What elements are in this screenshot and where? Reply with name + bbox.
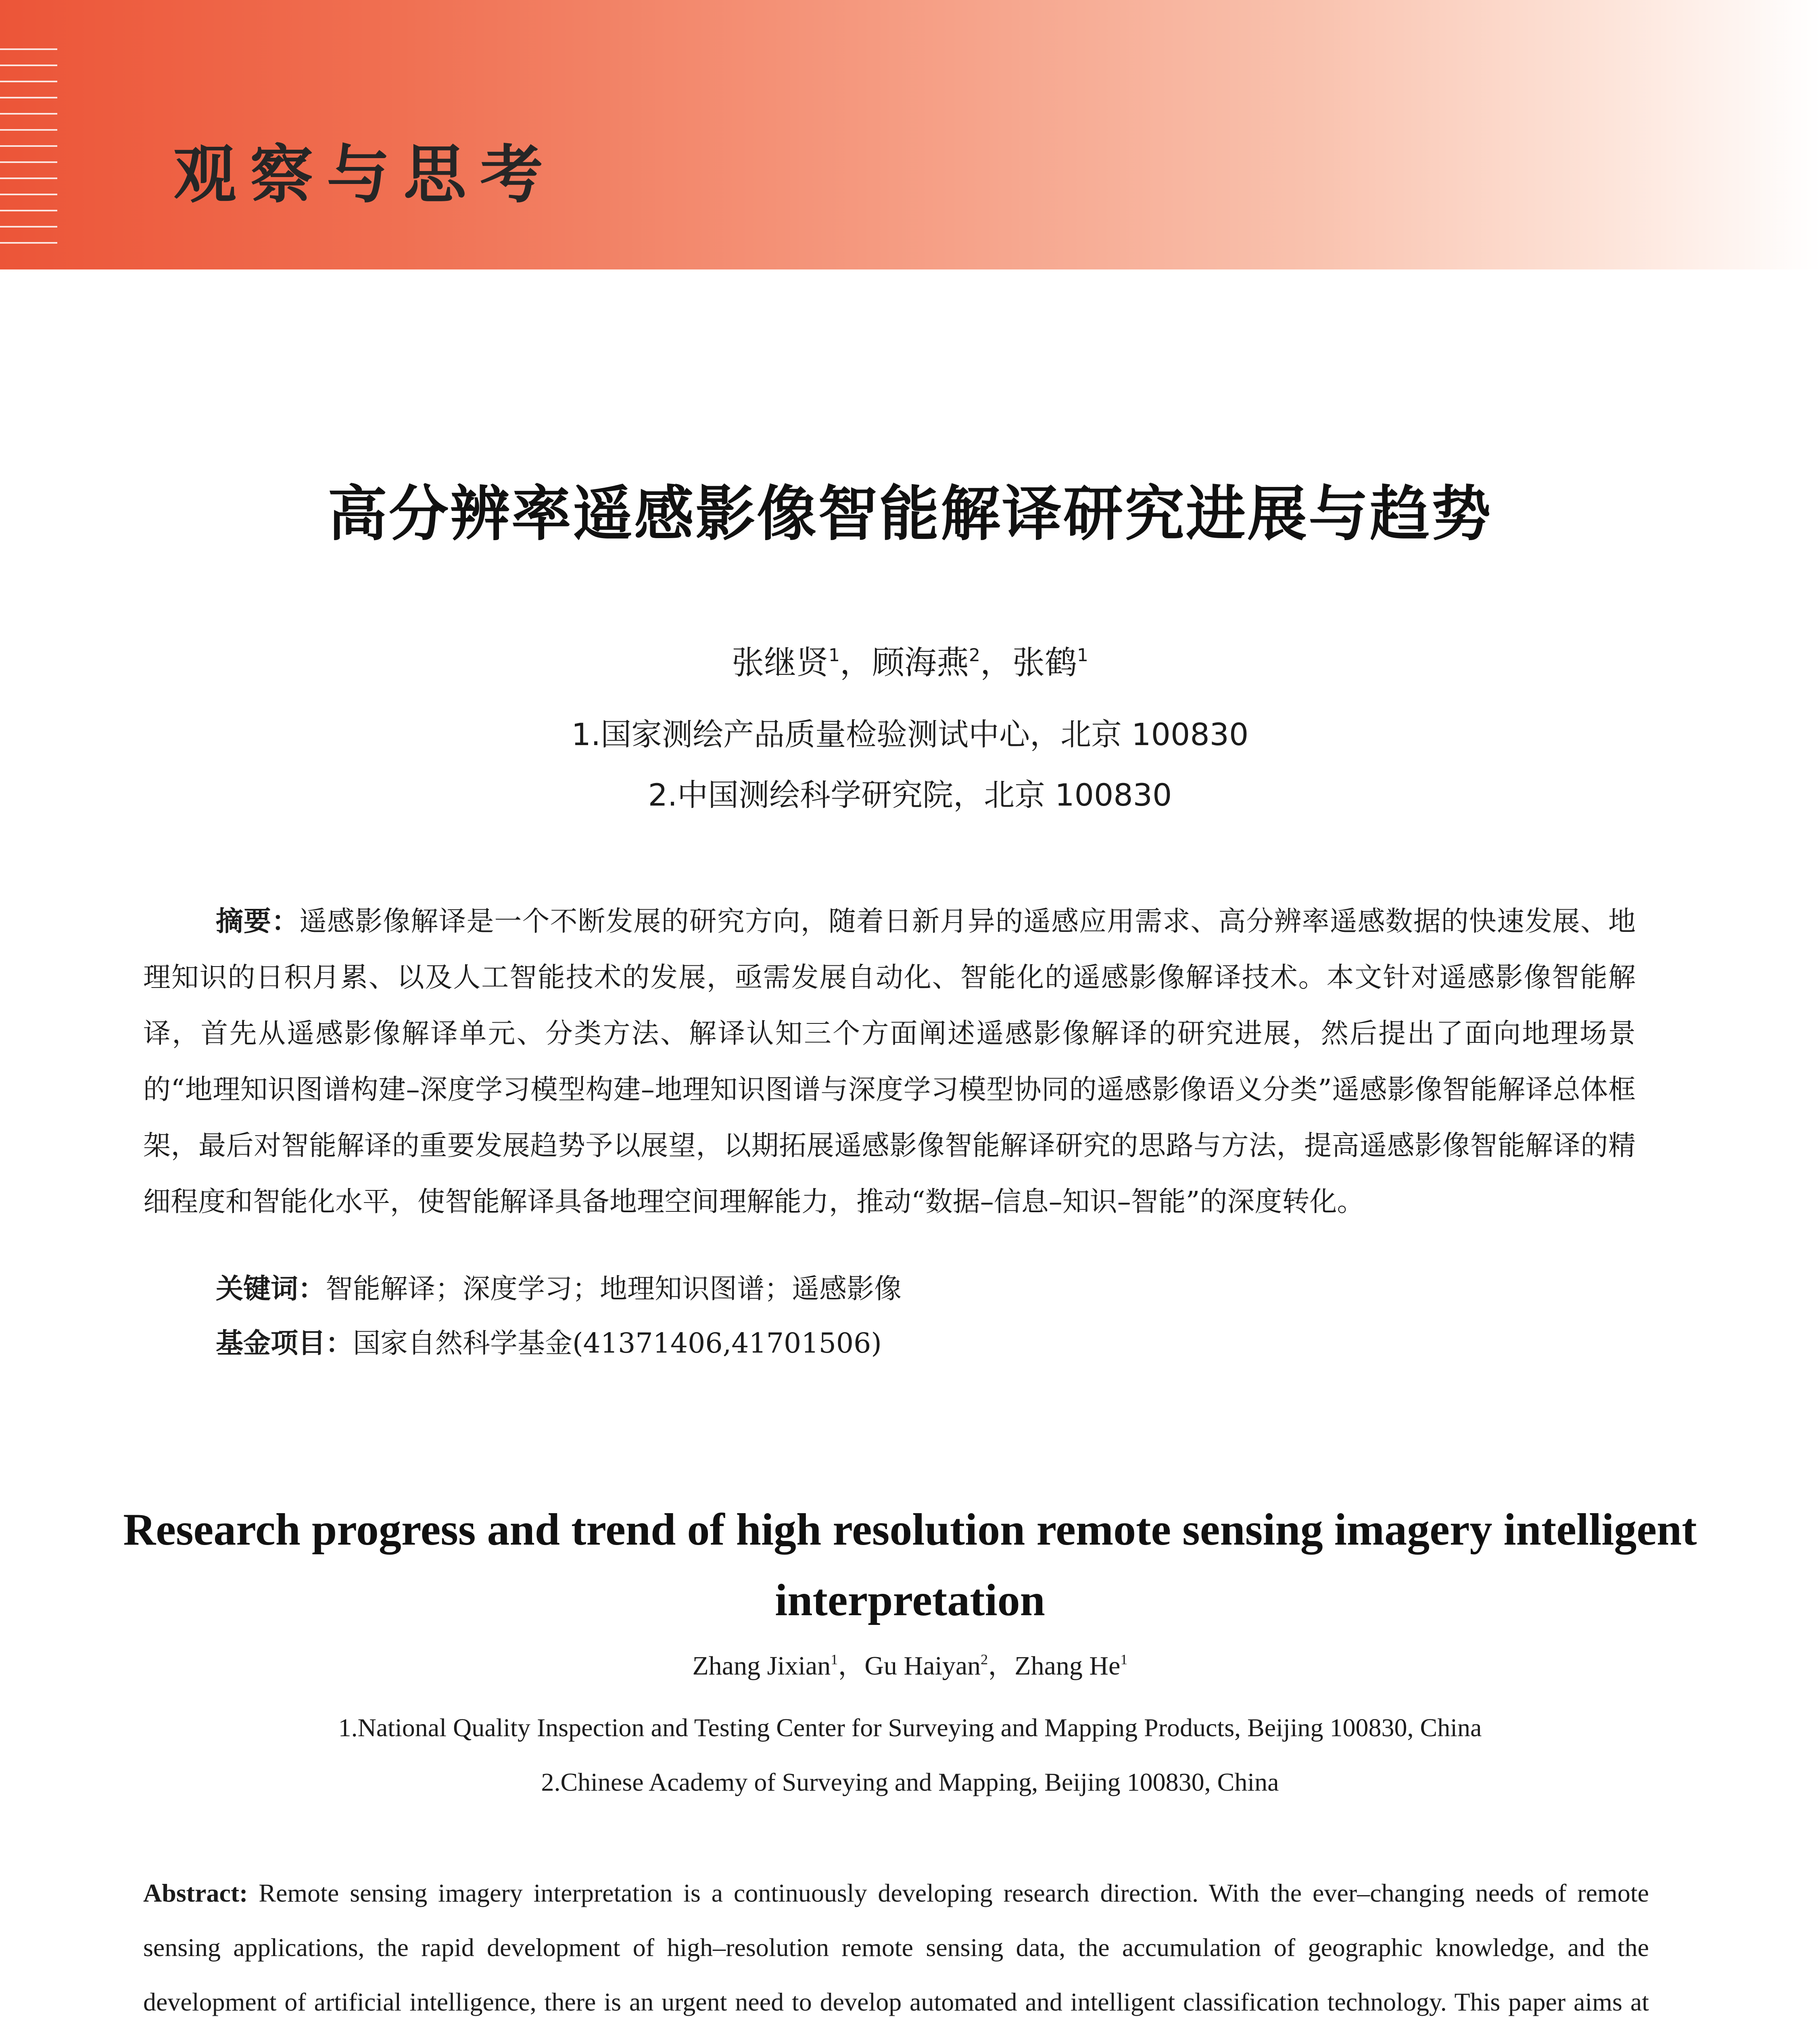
author-affiliation-mark: 2: [969, 645, 980, 666]
author-separator: ，: [988, 1651, 1015, 1681]
decorative-stripes: [0, 48, 57, 250]
author-separator: ，: [980, 644, 1012, 681]
abstract-cn: [143, 894, 1636, 1230]
author-affiliation-mark: 1: [829, 645, 840, 666]
paper-title-en: Research progress and trend of high resolution remote sensing imagery intelligent interpretation: [123, 1505, 1697, 1625]
author-separator: ，: [838, 1651, 865, 1681]
header-banner: [0, 0, 1820, 269]
keywords-cn: [216, 1273, 1668, 1306]
author-affiliation-mark: 1: [1120, 1651, 1128, 1668]
keywords-text-cn: 智能解译；深度学习；地理知识图谱；遥感影像: [326, 1273, 902, 1305]
paper-title-cn: 高分辨率遥感影像智能解译研究进展与趋势: [328, 479, 1492, 549]
author-affiliation-mark: 1: [831, 1651, 838, 1668]
fund-label-cn: 基金项目：: [216, 1328, 353, 1359]
affiliation-cn-1: 1.国家测绘产品质量检验测试中心，北京 100830: [571, 716, 1249, 752]
authors-en: [0, 1650, 1820, 1682]
author-name: Gu Haiyan: [864, 1651, 981, 1681]
author-affiliation-mark: 1: [1077, 645, 1088, 666]
section-title: 观察与思考: [173, 138, 557, 211]
author-separator: ，: [840, 644, 872, 681]
affiliation-cn-2: 2.中国测绘科学研究院，北京 100830: [648, 777, 1172, 813]
author-name: 张鹤: [1012, 644, 1077, 681]
fund-text-cn: 国家自然科学基金(41371406,41701506): [353, 1328, 882, 1359]
abstract-label-cn: 摘要：: [216, 906, 300, 938]
author-name: 顾海燕: [872, 644, 969, 681]
abstract-en: [143, 1866, 1649, 2017]
fund-cn: [216, 1327, 1668, 1360]
author-name: Zhang Jixian: [692, 1651, 831, 1681]
affiliation-en-2: 2.Chinese Academy of Surveying and Mapping, Beijing 100830, China: [541, 1768, 1279, 1796]
author-affiliation-mark: 2: [981, 1651, 988, 1668]
keywords-label-cn: 关键词：: [216, 1273, 326, 1305]
abstract-text-cn: 遥感影像解译是一个不断发展的研究方向，随着日新月异的遥感应用需求、高分辨率遥感数据的快速发展、地理知识的日积月累、以及人工智能技术的发展，亟需发展自动化、智能化的遥感影像解译技术。本文针对遥感影像智能解译，首先从遥感影像解译单元、分类方法、解译认知三个方面阐述遥感影像解译的研究进展，然后提出了面向地理场景的“地理知识图谱构建–深度学习模型构建–地理知识图谱与深度学习模型协同的遥感影像语义分类”遥感影像智能解译总体框架，最后对智能解译的重要发展趋势予以展望，以期拓展遥感影像智能解译研究的思路与方法，提高遥感影像智能解译的精细程度和智能化水平，使智能解译具备地理空间理解能力，推动“数据–信息–知识–智能”的深度转化。: [143, 906, 1636, 1218]
abstract-label-en: Abstract:: [143, 1879, 248, 1907]
authors-cn: [0, 643, 1820, 682]
author-name: 张继贤: [732, 644, 829, 681]
author-name: Zhang He: [1014, 1651, 1121, 1681]
affiliation-en-1: 1.National Quality Inspection and Testing Center for Surveying and Mapping Products, Beijing 100830, China: [338, 1713, 1482, 1742]
abstract-text-en: Remote sensing imagery interpretation is a continuously developing research direction. With the ever–changing needs of remote sensing applications, the rapid development of high–resolution remote sensing data, the accumulation of geographic knowledge, and the development of artificial intelligence, there is an urgent need to develop automated and intelligent classification technology. This paper aims at: [143, 1879, 1649, 2016]
